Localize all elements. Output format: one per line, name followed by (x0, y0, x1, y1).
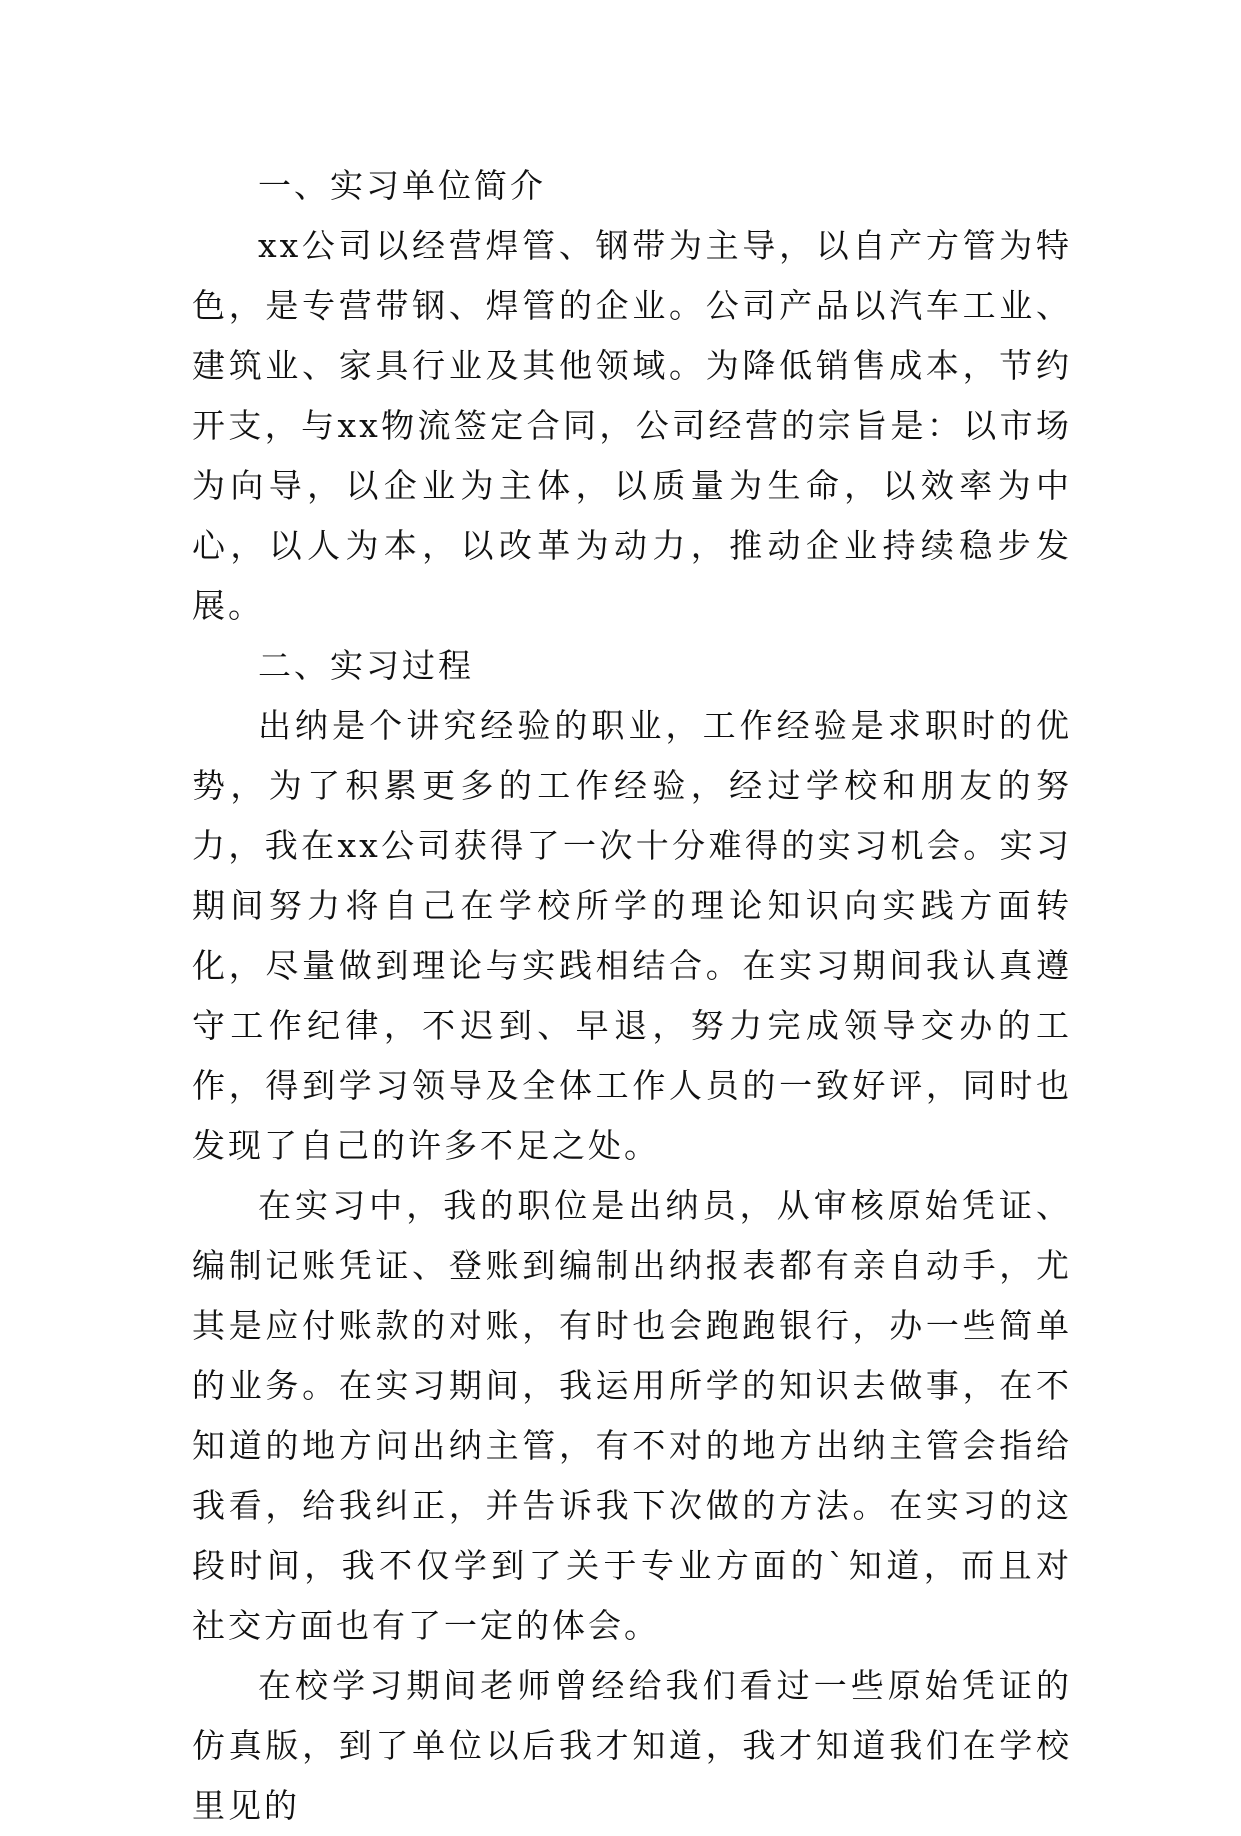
section-heading-1: 一、实习单位简介 (258, 166, 546, 205)
document-page (192, 156, 1072, 1836)
paragraph-internship-1: 出纳是个讲究经验的职业，工作经验是求职时的优势，为了积累更多的工作经验，经过学校和朋友的努力，我在xx公司获得了一次十分难得的实习机会。实习期间努力将自己在学校所学的理论知识向实践方面转化，尽量做到理论与实践相结合。在实习期间我认真遵守工作纪律，不迟到、早退，努力完成领导交办的工作，得到学习领导及全体工作人员的一致好评，同时也发现了自己的许多不足之处。 (192, 706, 1072, 1165)
paragraph-internship-2: 在实习中，我的职位是出纳员，从审核原始凭证、编制记账凭证、登账到编制出纳报表都有亲自动手，尤其是应付账款的对账，有时也会跑跑银行，办一些简单的业务。在实习期间，我运用所学的知识去做事，在不知道的地方问出纳主管，有不对的地方出纳主管会指给我看，给我纠正，并告诉我下次做的方法。在实习的这段时间，我不仅学到了关于专业方面的`知道，而且对社交方面也有了一定的体会。 (192, 1186, 1072, 1645)
paragraph-company-intro: xx公司以经营焊管、钢带为主导，以自产方管为特色，是专营带钢、焊管的企业。公司产品以汽车工业、建筑业、家具行业及其他领域。为降低销售成本，节约开支，与xx物流签定合同，公司经营的宗旨是：以市场为向导，以企业为主体，以质量为生命，以效率为中心，以人为本，以改革为动力，推动企业持续稳步发展。 (192, 226, 1072, 625)
paragraph-internship-3: 在校学习期间老师曾经给我们看过一些原始凭证的仿真版，到了单位以后我才知道，我才知道我们在学校里见的 (192, 1666, 1072, 1825)
section-heading-2: 二、实习过程 (258, 646, 474, 685)
